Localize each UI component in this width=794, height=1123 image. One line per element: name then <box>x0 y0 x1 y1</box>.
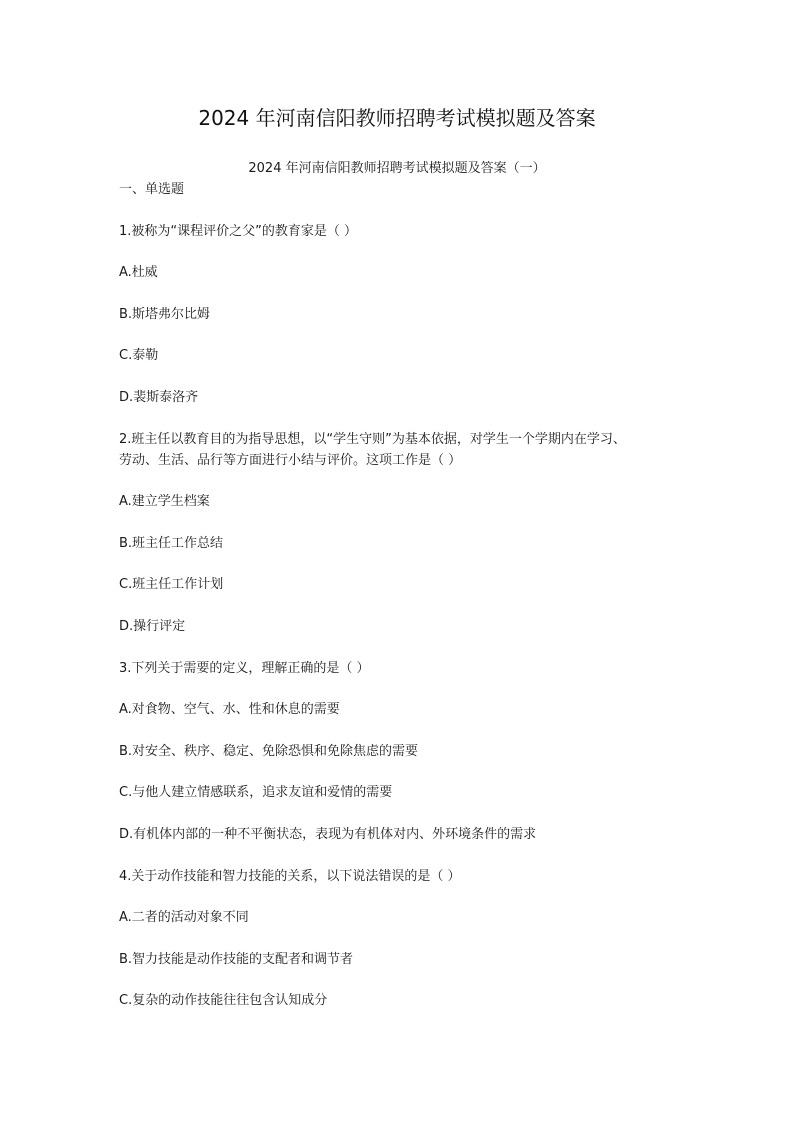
document-subtitle: 2024 年河南信阳教师招聘考试模拟题及答案（一） <box>248 161 546 176</box>
question-2-option-d: D.操行评定 <box>119 619 186 634</box>
question-4-option-c: C.复杂的动作技能往往包含认知成分 <box>119 993 328 1008</box>
question-3-option-a: A.对食物、空气、水、性和休息的需要 <box>119 702 340 717</box>
question-1-option-b: B.斯塔弗尔比姆 <box>119 307 211 322</box>
document-title: 2024 年河南信阳教师招聘考试模拟题及答案 <box>198 106 596 130</box>
question-3-option-c: C.与他人建立情感联系，追求友谊和爱情的需要 <box>119 785 393 800</box>
question-3-stem: 3.下列关于需要的定义，理解正确的是（ ） <box>119 661 370 676</box>
question-2-option-c: C.班主任工作计划 <box>119 577 224 592</box>
question-4-stem: 4.关于动作技能和智力技能的关系，以下说法错误的是（ ） <box>119 869 461 884</box>
question-3-option-d: D.有机体内部的一种不平衡状态，表现为有机体对内、外环境条件的需求 <box>119 827 537 842</box>
question-4-option-b: B.智力技能是动作技能的支配者和调节者 <box>119 952 354 967</box>
question-4-option-a: A.二者的活动对象不同 <box>119 910 249 925</box>
question-1-stem: 1.被称为“课程评价之父”的教育家是（ ） <box>119 224 358 239</box>
question-2-stem-line-2: 劳动、生活、品行等方面进行小结与评价。这项工作是（ ） <box>119 453 462 468</box>
question-3-option-b: B.对安全、秩序、稳定、免除恐惧和免除焦虑的需要 <box>119 744 419 759</box>
question-1-option-a: A.杜威 <box>119 265 158 280</box>
question-2-stem-line-1: 2.班主任以教育目的为指导思想，以“学生守则”为基本依据，对学生一个学期内在学习、 <box>119 432 626 447</box>
question-1-option-d: D.裴斯泰洛齐 <box>119 390 199 405</box>
question-1-option-c: C.泰勒 <box>119 348 159 363</box>
question-2-option-a: A.建立学生档案 <box>119 494 210 509</box>
section-heading: 一、单选题 <box>119 182 185 197</box>
question-2-option-b: B.班主任工作总结 <box>119 536 224 551</box>
